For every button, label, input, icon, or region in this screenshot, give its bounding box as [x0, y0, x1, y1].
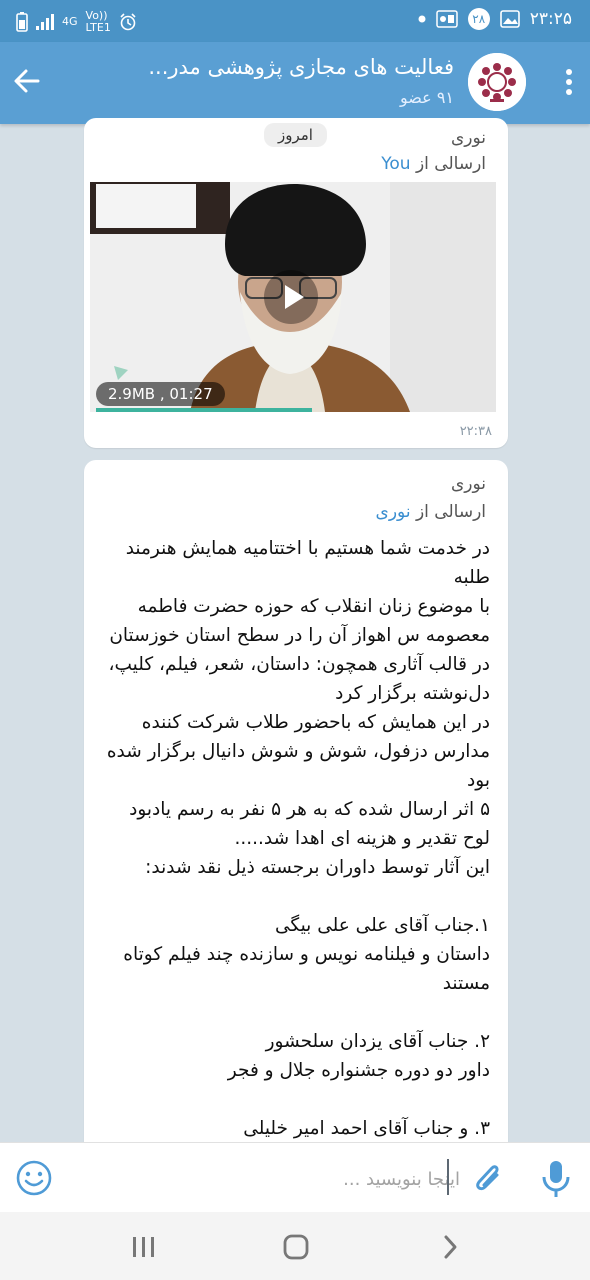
nav-recents-button[interactable] [124, 1230, 164, 1264]
image-icon [500, 10, 520, 28]
forward-prefix: ارسالی از [415, 154, 486, 174]
message-line: در خدمت شما هستیم با اختتامیه همایش هنرمند طلبه [125, 538, 490, 588]
sim-icon [436, 10, 458, 28]
message-line: در این همایش که باحضور طلاب شرکت کننده مدارس دزفول، شوش و شوش دانیال برگزار شده بود [106, 712, 490, 791]
play-icon [264, 270, 318, 324]
message-line: داستان و فیلنامه نویس و سازنده چند فیلم کوتاه مستند [123, 944, 490, 994]
notification-count-badge: ۲۸ [468, 8, 490, 30]
message-line: این آثار توسط داوران برجسته ذیل نقد شدند: [145, 857, 490, 878]
message-line: ١.جناب آقای علی علی بیگی [274, 915, 490, 936]
chat-messages[interactable] [0, 124, 590, 1142]
nav-recents-icon [124, 1230, 164, 1264]
emoji-button[interactable] [14, 1158, 54, 1198]
message-blank-line [98, 882, 490, 911]
group-avatar-icon [468, 53, 526, 111]
sender-name[interactable]: نوری [450, 128, 486, 148]
nav-home-icon [276, 1230, 316, 1264]
status-bar [0, 0, 590, 42]
group-avatar[interactable] [468, 53, 526, 111]
message-composer [0, 1142, 590, 1213]
forward-source-name[interactable]: نوری [375, 502, 411, 522]
more-vert-icon [562, 64, 576, 100]
member-count: ۹۱ عضو [400, 88, 454, 107]
attach-icon [470, 1157, 506, 1199]
voice-record-button[interactable] [538, 1157, 574, 1199]
sender-name[interactable]: نوری [450, 474, 486, 494]
video-size-duration: 2.9MB , 01:27 [96, 382, 225, 406]
battery-icon [16, 12, 28, 32]
alarm-icon [119, 13, 137, 31]
message-blank-line [98, 998, 490, 1027]
message-line: ۵ اثر ارسال شده که به هر ۵ نفر به رسم یادبود لوح تقدیر و هزینه ای اهدا شد..... [129, 799, 490, 849]
message-line: ٣. و جناب آقای احمد امیر خلیلی [243, 1118, 490, 1139]
forwarded-from [381, 154, 486, 174]
video-thumbnail[interactable] [90, 182, 496, 412]
forwarded-from [376, 502, 486, 522]
system-nav-bar [0, 1212, 590, 1280]
mic-icon [538, 1157, 574, 1199]
message-text [98, 534, 490, 1172]
nav-home-button[interactable] [276, 1230, 316, 1264]
volte-indicator [86, 10, 111, 33]
forward-source-name[interactable]: You [381, 154, 411, 174]
nav-back-icon [430, 1230, 470, 1264]
text-caret [447, 1159, 449, 1195]
volte-label: Vo)) [85, 9, 108, 22]
chat-app-bar [0, 42, 590, 124]
emoji-icon [14, 1158, 54, 1198]
attach-button[interactable] [470, 1157, 506, 1199]
message-time: ۲۲:۳۸ [459, 424, 492, 439]
message-line: ٢. جناب آقای یزدان سلحشور [265, 1031, 490, 1052]
network-type: 4G [62, 15, 78, 28]
nav-back-button[interactable] [430, 1230, 470, 1264]
message-blank-line [98, 1085, 490, 1114]
message-line: با موضوع زنان انقلاب که حوزه حضرت فاطمه معصومه س اهواز آن را در سطح استان خوزستان در قالب آثاری همچون: داستان، شعر، فیلم، کلیپ، دل‌نوشته برگزار کرد [108, 596, 490, 704]
message-line: داور دو دوره جشنواره جلال و فجر [227, 1060, 490, 1081]
status-left [16, 10, 137, 33]
video-message-bubble[interactable] [84, 118, 508, 448]
signal-icon [36, 14, 54, 30]
status-right [418, 8, 572, 30]
play-button[interactable] [264, 270, 318, 324]
lte-label: LTE1 [85, 21, 111, 34]
back-arrow-icon [10, 64, 44, 98]
more-options-button[interactable] [562, 64, 576, 100]
chat-title[interactable]: فعالیت های مجازی پژوهشی مدر... [148, 55, 454, 79]
status-time: ۲۳:۲۵ [529, 9, 572, 29]
date-pill: امروز [264, 123, 327, 147]
forward-prefix: ارسالی از [415, 502, 486, 522]
text-message-bubble[interactable] [84, 460, 508, 1160]
notification-dot-icon [418, 15, 426, 23]
video-progress-bar [96, 408, 312, 412]
back-button[interactable] [10, 64, 44, 98]
message-input[interactable] [64, 1161, 462, 1197]
